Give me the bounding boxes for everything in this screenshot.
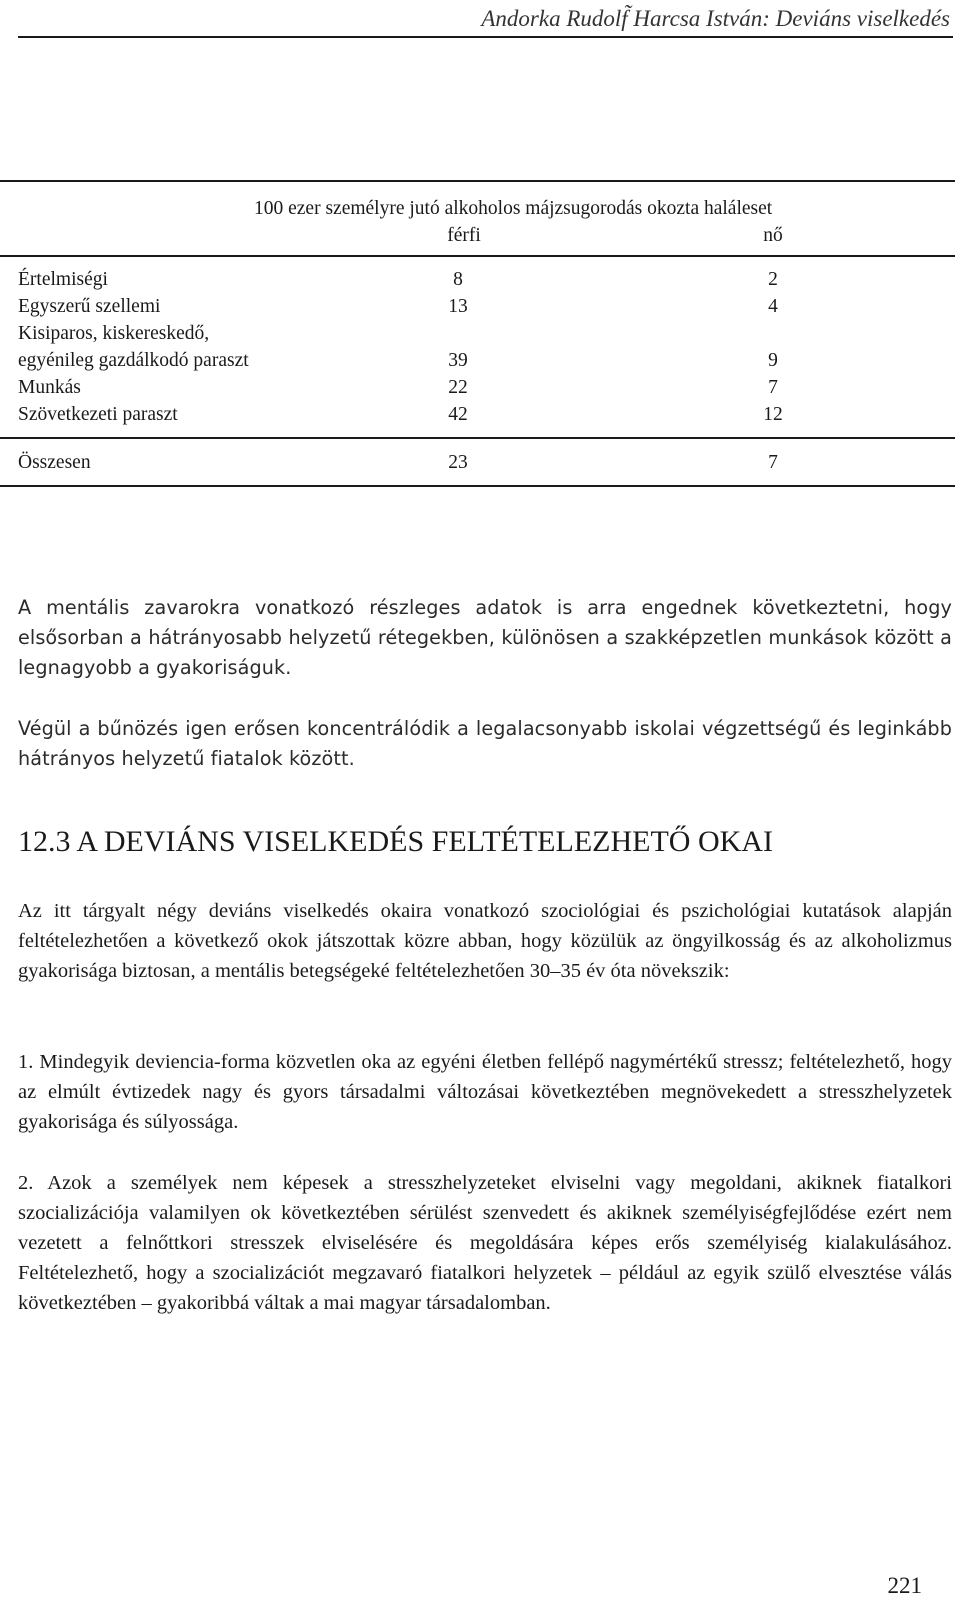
paragraph-causes-intro: Az itt tárgyalt négy deviáns viselkedés okaira vonatkozó szociológiai és pszichológiai kutatások alapján feltételezhetően a következő okok játszottak közre abban, hogy közülük az öngyilkosság és az alkoholizmus gyakorisága biztosan, a mentális betegségeké feltételezhetően 30–35 év óta növekszik:	[18, 900, 952, 982]
row-label: Munkás	[18, 377, 81, 398]
column-header-male: férfi	[447, 225, 481, 246]
table-bottom-rule	[0, 485, 955, 487]
page-number: 221	[887, 1573, 922, 1598]
row-value-male: 13	[448, 296, 468, 317]
row-value-male: 8	[453, 269, 463, 290]
row-value-female: 12	[763, 404, 783, 425]
total-label: Összesen	[18, 452, 91, 473]
row-label: Egyszerű szellemi	[18, 296, 161, 317]
paragraph-cause-1: 1. Mindegyik deviencia-forma közvetlen oka az egyéni életben fellépő nagymértékű stressz; feltételezhető, hogy az elmúlt évtizedek nagy és gyors társadalmi változásai következtében megnövekedett a stresszhelyzetek gyakorisága és súlyossága.	[18, 1051, 952, 1133]
row-value-male: 42	[448, 404, 468, 425]
row-value-male: 22	[448, 377, 468, 398]
table-caption: 100 ezer személyre jutó alkoholos májzsugorodás okozta haláleset	[254, 198, 773, 219]
table-header-rule	[0, 255, 955, 257]
header-rule	[18, 36, 953, 38]
running-header: Andorka Rudolf̃ Harcsa István: Deviáns viselkedés	[481, 6, 950, 31]
paragraph-crime: Végül a bűnözés igen erősen koncentrálódik a legalacsonyabb iskolai végzettségű és leginkább hátrányos helyzetű fiatalok között.	[18, 717, 952, 770]
row-label: Értelmiségi	[18, 269, 108, 290]
row-label-line2: egyénileg gazdálkodó paraszt	[18, 350, 249, 371]
section-heading: 12.3 A DEVIÁNS VISELKEDÉS FELTÉTELEZHETŐ OKAI	[18, 825, 773, 858]
total-value-female: 7	[768, 452, 778, 473]
row-label: Szövetkezeti paraszt	[18, 404, 178, 425]
table-top-rule	[0, 180, 955, 182]
total-value-male: 23	[448, 452, 468, 473]
row-value-female: 7	[768, 377, 778, 398]
paragraph-mental-disorders: A mentális zavarokra vonatkozó részleges adatok is arra engednek következtetni, hogy elsősorban a hátrányosabb helyzetű rétegekben, különösen a szakképzetlen munkások között a legnagyobb a gyakoriságuk.	[18, 596, 952, 679]
paragraph-cause-2: 2. Azok a személyek nem képesek a stresszhelyzeteket elviselni vagy megoldani, akiknek fiatalkori szocializációja valamilyen ok következtében sérülést szenvedett és akiknek személyiségfejlődése ezért nem vezetett a felnőttkori stresszek elviselésére és megoldására képes erős személyiség kialakulásához. Feltételezhető, hogy a szocializációt megzavaró fiatalkori helyzetek – például az egyik szülő elvesztése válás következtében – gyakoribbá váltak a mai magyar társadalomban.	[18, 1172, 952, 1314]
row-value-female: 2	[768, 269, 778, 290]
row-value-male: 39	[448, 350, 468, 371]
table-total-rule	[0, 437, 955, 439]
row-value-female: 4	[768, 296, 778, 317]
column-header-female: nő	[763, 225, 783, 246]
row-value-female: 9	[768, 350, 778, 371]
row-label-line1: Kisiparos, kiskereskedő,	[18, 323, 210, 344]
